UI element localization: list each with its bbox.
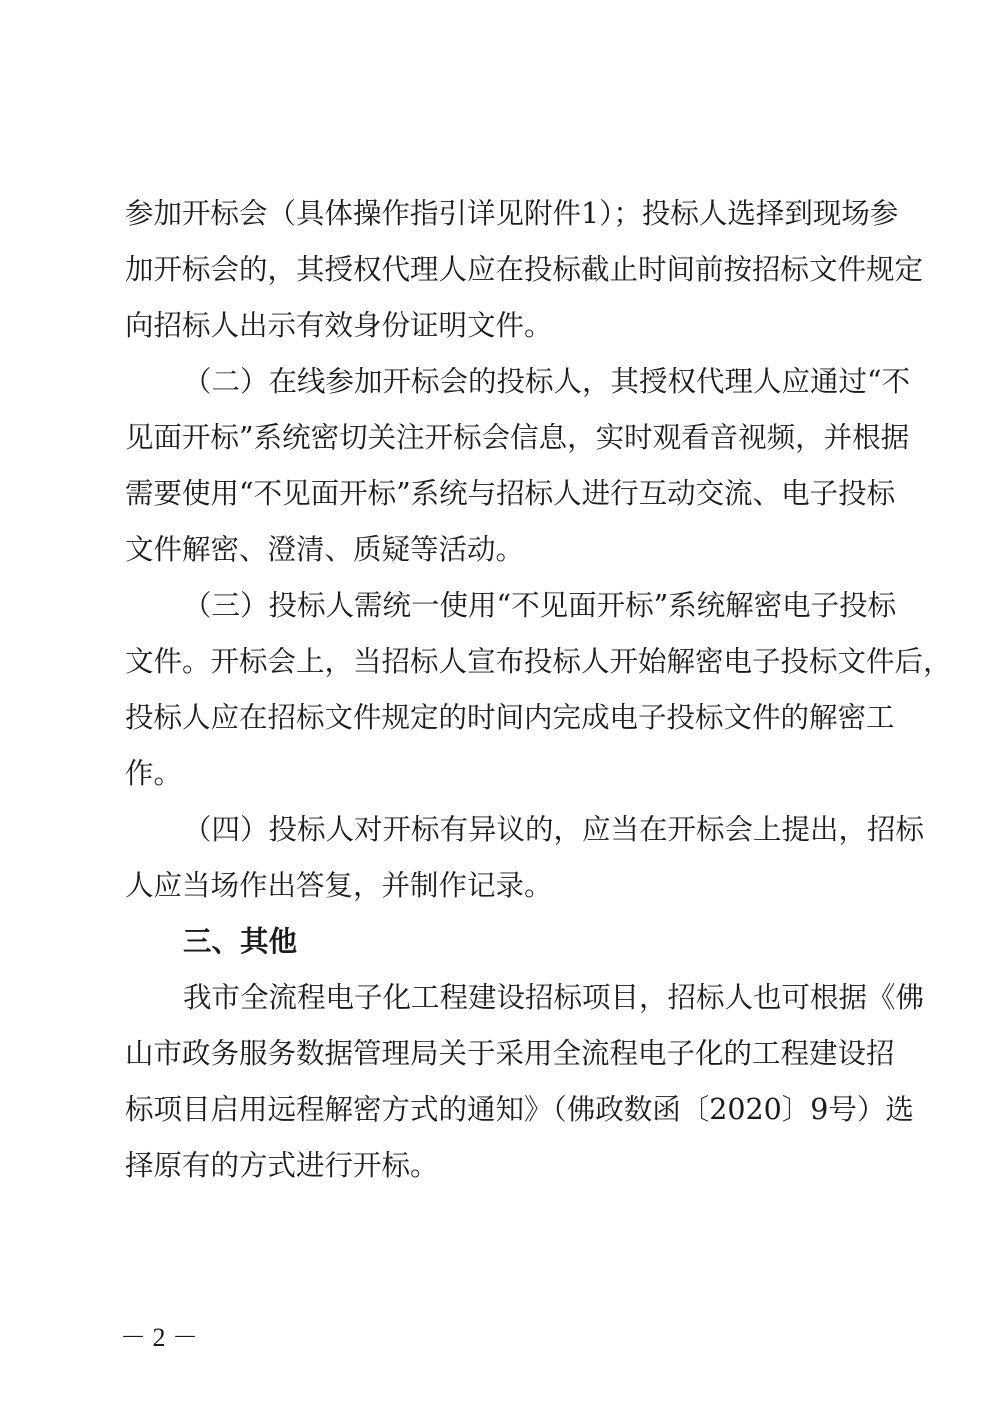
paragraph-3-line-1: （三）投标人需统一使用“不见面开标”系统解密电子投标 (183, 589, 897, 622)
paragraph-5-line-1: 我市全流程电子化工程建设招标项目，招标人也可根据《佛 (183, 981, 925, 1014)
paragraph-5-line-4: 择原有的方式进行开标。 (125, 1149, 439, 1182)
paragraph-1-line-2: 加开标会的，其授权代理人应在投标截止时间前按招标文件规定 (125, 253, 924, 286)
page-number: － 2 － (120, 1323, 199, 1352)
paragraph-4-line-1: （四）投标人对开标有异议的，应当在开标会上提出，招标 (183, 813, 925, 846)
paragraph-3-line-2: 文件。开标会上，当招标人宣布投标人开始解密电子投标文件后， (125, 645, 952, 678)
paragraph-1-line-1: 参加开标会（具体操作指引详见附件1）；投标人选择到现场参 (125, 197, 899, 230)
paragraph-1-line-3: 向招标人出示有效身份证明文件。 (125, 309, 553, 342)
paragraph-2-line-3: 需要使用“不见面开标”系统与招标人进行互动交流、电子投标 (125, 477, 896, 510)
paragraph-2-line-2: 见面开标”系统密切关注开标会信息，实时观看音视频，并根据 (125, 421, 910, 454)
paragraph-3-line-4: 作。 (125, 757, 183, 790)
section-heading-other: 三、其他 (183, 925, 298, 958)
paragraph-5-line-2: 山市政务服务数据管理局关于采用全流程电子化的工程建设招 (125, 1037, 895, 1070)
paragraph-2-line-1: （二）在线参加开标会的投标人，其授权代理人应通过“不 (183, 365, 911, 398)
paragraph-2-line-4: 文件解密、澄清、质疑等活动。 (125, 533, 525, 566)
paragraph-3-line-3: 投标人应在招标文件规定的时间内完成电子投标文件的解密工 (125, 701, 895, 734)
paragraph-5-line-3: 标项目启用远程解密方式的通知》（佛政数函〔2020〕9号）选 (125, 1093, 914, 1126)
paragraph-4-line-2: 人应当场作出答复，并制作记录。 (125, 869, 553, 902)
